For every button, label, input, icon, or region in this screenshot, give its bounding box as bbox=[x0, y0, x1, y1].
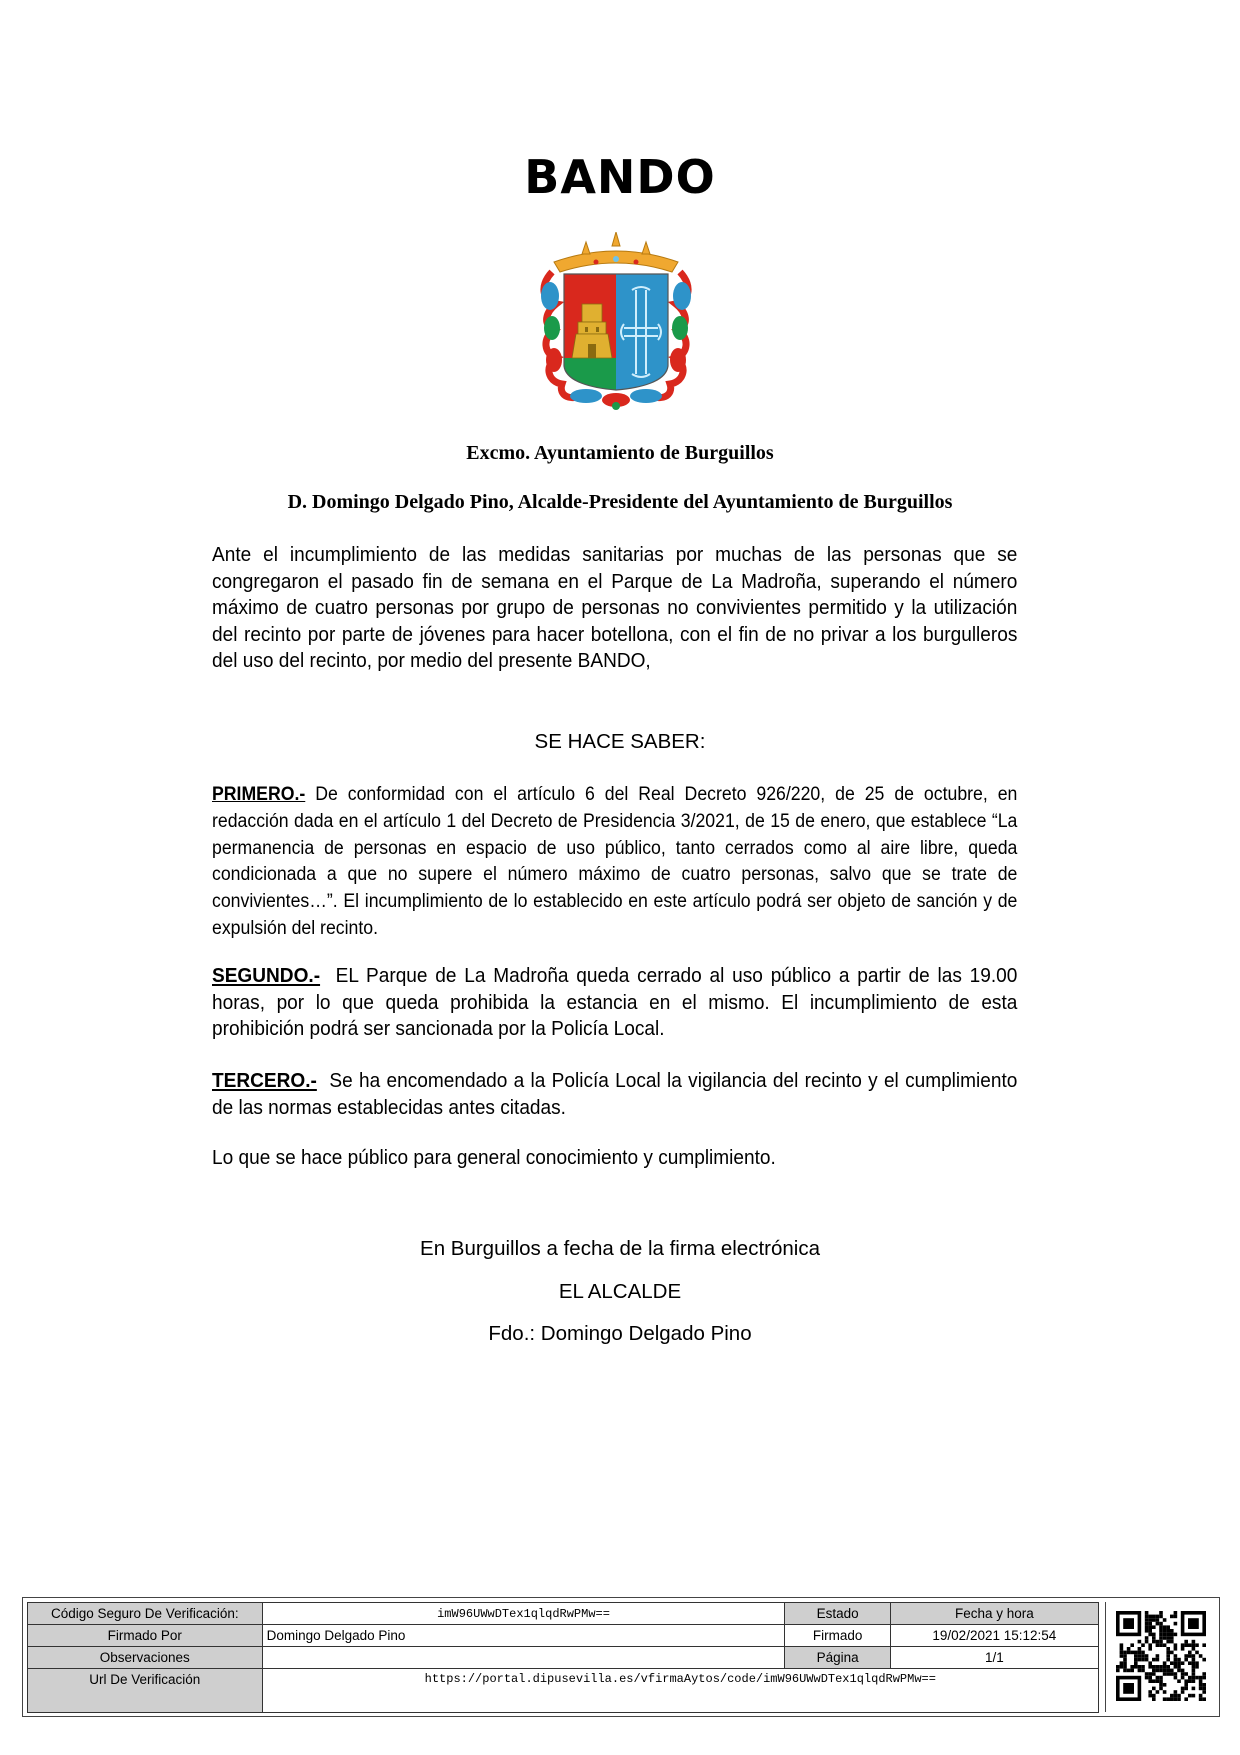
qr-module bbox=[1192, 1640, 1196, 1644]
qr-module bbox=[1127, 1647, 1131, 1651]
qr-module bbox=[1192, 1658, 1196, 1662]
qr-module bbox=[1138, 1651, 1142, 1655]
qr-module bbox=[1166, 1640, 1170, 1644]
qr-module bbox=[1152, 1636, 1156, 1640]
qr-module bbox=[1141, 1651, 1145, 1655]
qr-module bbox=[1156, 1643, 1160, 1647]
qr-module bbox=[1166, 1697, 1170, 1701]
qr-module bbox=[1130, 1665, 1134, 1669]
qr-module bbox=[1145, 1676, 1149, 1680]
article-label: PRIMERO.- bbox=[212, 784, 306, 805]
qr-module bbox=[1181, 1669, 1185, 1673]
qr-module bbox=[1174, 1697, 1178, 1701]
url-label: Url De Verificación bbox=[28, 1669, 263, 1713]
verification-table bbox=[27, 1602, 1099, 1713]
qr-module bbox=[1123, 1651, 1127, 1655]
qr-module bbox=[1174, 1690, 1178, 1694]
datetime-label: Fecha y hora bbox=[890, 1603, 1098, 1625]
qr-module bbox=[1159, 1640, 1163, 1644]
qr-module bbox=[1123, 1658, 1127, 1662]
qr-module bbox=[1199, 1687, 1203, 1691]
qr-module bbox=[1188, 1661, 1192, 1665]
organization-name: Excmo. Ayuntamiento de Burguillos bbox=[466, 442, 774, 464]
qr-module bbox=[1174, 1672, 1178, 1676]
qr-module bbox=[1120, 1661, 1124, 1665]
qr-module bbox=[1123, 1665, 1127, 1669]
qr-module bbox=[1152, 1672, 1156, 1676]
shield-icon bbox=[564, 274, 668, 390]
qr-module bbox=[1148, 1643, 1152, 1647]
qr-module bbox=[1116, 1669, 1120, 1673]
qr-module bbox=[1148, 1633, 1152, 1637]
qr-module bbox=[1159, 1676, 1163, 1680]
qr-module bbox=[1156, 1640, 1160, 1644]
qr-module bbox=[1145, 1640, 1149, 1644]
qr-module bbox=[1159, 1669, 1163, 1673]
qr-module bbox=[1174, 1643, 1178, 1647]
qr-module bbox=[1177, 1679, 1181, 1683]
qr-module bbox=[1141, 1665, 1145, 1669]
qr-module bbox=[1174, 1661, 1178, 1665]
qr-module bbox=[1177, 1697, 1181, 1701]
qr-module bbox=[1174, 1633, 1178, 1637]
qr-module bbox=[1148, 1622, 1152, 1626]
qr-module bbox=[1202, 1690, 1206, 1694]
qr-module bbox=[1184, 1643, 1188, 1647]
qr-module bbox=[1138, 1647, 1142, 1651]
page-label: Página bbox=[785, 1647, 890, 1669]
qr-module bbox=[1152, 1679, 1156, 1683]
qr-module bbox=[1120, 1651, 1124, 1655]
qr-module bbox=[1156, 1654, 1160, 1658]
qr-module bbox=[1170, 1694, 1174, 1698]
coat-of-arms-icon bbox=[538, 232, 694, 410]
qr-module bbox=[1148, 1647, 1152, 1651]
qr-module bbox=[1120, 1665, 1124, 1669]
qr-module bbox=[1138, 1654, 1142, 1658]
qr-module bbox=[1134, 1658, 1138, 1662]
code-label: Código Seguro De Verificación: bbox=[28, 1603, 263, 1625]
qr-module bbox=[1177, 1694, 1181, 1698]
qr-module bbox=[1174, 1611, 1178, 1615]
qr-module bbox=[1145, 1654, 1149, 1658]
qr-module bbox=[1145, 1622, 1149, 1626]
qr-module bbox=[1163, 1636, 1167, 1640]
qr-module bbox=[1156, 1665, 1160, 1669]
signed-by-value: Domingo Delgado Pino bbox=[262, 1625, 785, 1647]
qr-module bbox=[1174, 1622, 1178, 1626]
qr-module bbox=[1188, 1651, 1192, 1655]
qr-module bbox=[1138, 1640, 1142, 1644]
crown-icon bbox=[554, 232, 678, 272]
signature-place-date: En Burguillos a fecha de la firma electrónica bbox=[420, 1237, 820, 1260]
qr-module bbox=[1138, 1669, 1142, 1673]
qr-module bbox=[1156, 1679, 1160, 1683]
qr-module bbox=[1152, 1625, 1156, 1629]
intro-paragraph: Ante el incumplimiento de las medidas sanitarias por muchas de las personas que se congregaron el pasado fin de semana en el Parque de La Madroña, superando el número máximo de cuatro personas por grupo de personas no convivientes permitido y la utilización del recinto por parte de jóvenes para hacer botellona, con el fin de no privar a los burgulleros del uso del recinto, por medio del presente BANDO, bbox=[212, 543, 1018, 672]
qr-module bbox=[1163, 1672, 1167, 1676]
qr-module bbox=[1159, 1615, 1163, 1619]
qr-module bbox=[1156, 1615, 1160, 1619]
qr-module bbox=[1202, 1697, 1206, 1701]
qr-module bbox=[1184, 1672, 1188, 1676]
qr-module bbox=[1192, 1665, 1196, 1669]
qr-module bbox=[1192, 1643, 1196, 1647]
qr-module bbox=[1163, 1661, 1167, 1665]
qr-module bbox=[1188, 1643, 1192, 1647]
article-label: SEGUNDO.- bbox=[212, 964, 321, 987]
qr-module bbox=[1163, 1643, 1167, 1647]
qr-module bbox=[1141, 1643, 1145, 1647]
qr-module bbox=[1152, 1697, 1156, 1701]
qr-module bbox=[1156, 1669, 1160, 1673]
qr-module bbox=[1192, 1676, 1196, 1680]
qr-module bbox=[1166, 1651, 1170, 1655]
signed-by-label: Firmado Por bbox=[28, 1625, 263, 1647]
qr-module bbox=[1192, 1679, 1196, 1683]
qr-module bbox=[1152, 1633, 1156, 1637]
signature-role: EL ALCALDE bbox=[558, 1280, 682, 1303]
qr-module bbox=[1159, 1636, 1163, 1640]
qr-module bbox=[1170, 1633, 1174, 1637]
qr-module bbox=[1195, 1651, 1199, 1655]
article-primero bbox=[212, 782, 1017, 943]
code-value: imW96UWwDTex1qlqdRwPMw== bbox=[262, 1603, 785, 1625]
qr-module bbox=[1138, 1665, 1142, 1669]
qr-module bbox=[1145, 1658, 1149, 1662]
qr-finder-core bbox=[1123, 1618, 1134, 1629]
qr-module bbox=[1138, 1658, 1142, 1662]
qr-finder-core bbox=[1123, 1683, 1134, 1694]
qr-module bbox=[1148, 1661, 1152, 1665]
qr-module bbox=[1134, 1654, 1138, 1658]
qr-module bbox=[1159, 1629, 1163, 1633]
qr-module bbox=[1127, 1651, 1131, 1655]
qr-module bbox=[1170, 1629, 1174, 1633]
qr-module bbox=[1163, 1683, 1167, 1687]
qr-module bbox=[1159, 1683, 1163, 1687]
qr-module bbox=[1116, 1665, 1120, 1669]
qr-module bbox=[1141, 1658, 1145, 1662]
qr-module bbox=[1199, 1697, 1203, 1701]
qr-module bbox=[1177, 1665, 1181, 1669]
qr-module bbox=[1159, 1687, 1163, 1691]
verification-row-url bbox=[28, 1669, 1099, 1713]
qr-module bbox=[1127, 1669, 1131, 1673]
article-label: TERCERO.- bbox=[212, 1069, 317, 1092]
qr-module bbox=[1163, 1618, 1167, 1622]
page-value: 1/1 bbox=[890, 1647, 1098, 1669]
qr-module bbox=[1156, 1622, 1160, 1626]
qr-module bbox=[1166, 1654, 1170, 1658]
qr-module bbox=[1159, 1643, 1163, 1647]
article-tercero bbox=[212, 1068, 1023, 1121]
qr-module bbox=[1152, 1615, 1156, 1619]
qr-module bbox=[1192, 1654, 1196, 1658]
article-text: EL Parque de La Madroña queda cerrado al uso público a partir de las 19.00 horas, por lo que queda prohibida la estancia en el mismo. El incumplimiento de esta prohibición podrá ser sancionada por la Policía Local. bbox=[212, 964, 1023, 1040]
qr-module bbox=[1170, 1636, 1174, 1640]
observations-value bbox=[262, 1647, 785, 1669]
qr-module bbox=[1192, 1672, 1196, 1676]
qr-module bbox=[1148, 1690, 1152, 1694]
qr-module bbox=[1120, 1647, 1124, 1651]
qr-module bbox=[1199, 1679, 1203, 1683]
qr-module bbox=[1130, 1643, 1134, 1647]
qr-module bbox=[1188, 1679, 1192, 1683]
verification-panel bbox=[22, 1597, 1220, 1717]
verification-row-signer bbox=[28, 1625, 1099, 1647]
qr-module bbox=[1152, 1665, 1156, 1669]
qr-module bbox=[1202, 1672, 1206, 1676]
verification-row-observations bbox=[28, 1647, 1099, 1669]
qr-module bbox=[1156, 1658, 1160, 1662]
qr-module bbox=[1170, 1640, 1174, 1644]
qr-module bbox=[1174, 1647, 1178, 1651]
qr-module bbox=[1163, 1629, 1167, 1633]
qr-module bbox=[1202, 1676, 1206, 1680]
issuer-line: D. Domingo Delgado Pino, Alcalde-Presidente del Ayuntamiento de Burguillos bbox=[287, 491, 953, 513]
qr-module bbox=[1145, 1611, 1149, 1615]
qr-module bbox=[1156, 1618, 1160, 1622]
qr-module bbox=[1152, 1694, 1156, 1698]
qr-module bbox=[1199, 1676, 1203, 1680]
qr-module bbox=[1159, 1633, 1163, 1637]
qr-module bbox=[1170, 1661, 1174, 1665]
qr-module bbox=[1174, 1676, 1178, 1680]
qr-module bbox=[1148, 1618, 1152, 1622]
qr-module bbox=[1166, 1658, 1170, 1662]
qr-code-container bbox=[1105, 1602, 1218, 1712]
qr-module bbox=[1181, 1647, 1185, 1651]
qr-module bbox=[1148, 1676, 1152, 1680]
qr-module bbox=[1177, 1661, 1181, 1665]
qr-module bbox=[1202, 1683, 1206, 1687]
article-text: Se ha encomendado a la Policía Local la vigilancia del recinto y el cumplimiento de las normas establecidas antes citadas. bbox=[212, 1069, 1023, 1119]
qr-module bbox=[1184, 1697, 1188, 1701]
qr-module bbox=[1174, 1694, 1178, 1698]
qr-module bbox=[1192, 1647, 1196, 1651]
qr-module bbox=[1152, 1640, 1156, 1644]
qr-module bbox=[1166, 1647, 1170, 1651]
qr-module bbox=[1199, 1694, 1203, 1698]
qr-module bbox=[1166, 1665, 1170, 1669]
qr-module bbox=[1145, 1672, 1149, 1676]
article-segundo bbox=[212, 963, 1023, 1043]
qr-module bbox=[1188, 1654, 1192, 1658]
qr-module bbox=[1159, 1611, 1163, 1615]
observations-label: Observaciones bbox=[28, 1647, 263, 1669]
qr-module bbox=[1184, 1654, 1188, 1658]
qr-module bbox=[1148, 1679, 1152, 1683]
qr-module bbox=[1181, 1690, 1185, 1694]
qr-module bbox=[1174, 1665, 1178, 1669]
qr-module bbox=[1120, 1643, 1124, 1647]
qr-module bbox=[1152, 1618, 1156, 1622]
qr-module bbox=[1170, 1615, 1174, 1619]
url-value[interactable]: https://portal.dipusevilla.es/vfirmaAytos/code/imW96UWwDTex1qlqdRwPMw== bbox=[262, 1669, 1098, 1713]
qr-finder-core bbox=[1188, 1618, 1199, 1629]
qr-module bbox=[1184, 1640, 1188, 1644]
qr-module bbox=[1202, 1658, 1206, 1662]
document-title: BANDO bbox=[524, 150, 716, 204]
qr-module bbox=[1145, 1636, 1149, 1640]
qr-module bbox=[1181, 1676, 1185, 1680]
qr-module bbox=[1163, 1697, 1167, 1701]
qr-module bbox=[1148, 1629, 1152, 1633]
qr-module bbox=[1184, 1658, 1188, 1662]
qr-module bbox=[1181, 1661, 1185, 1665]
qr-module bbox=[1134, 1661, 1138, 1665]
qr-module bbox=[1148, 1694, 1152, 1698]
verification-row-code bbox=[28, 1603, 1099, 1625]
qr-module bbox=[1148, 1672, 1152, 1676]
qr-module bbox=[1120, 1654, 1124, 1658]
qr-code-icon bbox=[1116, 1611, 1206, 1701]
qr-module bbox=[1123, 1669, 1127, 1673]
qr-module bbox=[1192, 1687, 1196, 1691]
qr-module bbox=[1130, 1669, 1134, 1673]
qr-module bbox=[1166, 1669, 1170, 1673]
qr-module bbox=[1163, 1669, 1167, 1673]
qr-module bbox=[1163, 1665, 1167, 1669]
qr-module bbox=[1166, 1672, 1170, 1676]
qr-module bbox=[1166, 1633, 1170, 1637]
qr-module bbox=[1166, 1629, 1170, 1633]
qr-module bbox=[1134, 1651, 1138, 1655]
qr-module bbox=[1163, 1625, 1167, 1629]
qr-module bbox=[1184, 1679, 1188, 1683]
datetime-value: 19/02/2021 15:12:54 bbox=[890, 1625, 1098, 1647]
qr-module bbox=[1192, 1669, 1196, 1673]
qr-module bbox=[1199, 1683, 1203, 1687]
qr-module bbox=[1148, 1625, 1152, 1629]
qr-module bbox=[1123, 1661, 1127, 1665]
qr-module bbox=[1152, 1687, 1156, 1691]
qr-module bbox=[1152, 1669, 1156, 1673]
qr-module bbox=[1141, 1654, 1145, 1658]
qr-module bbox=[1163, 1633, 1167, 1637]
qr-module bbox=[1123, 1654, 1127, 1658]
qr-module bbox=[1134, 1665, 1138, 1669]
qr-module bbox=[1145, 1625, 1149, 1629]
qr-module bbox=[1177, 1669, 1181, 1673]
qr-module bbox=[1159, 1679, 1163, 1683]
qr-module bbox=[1177, 1658, 1181, 1662]
closing-paragraph: Lo que se hace público para general conocimiento y cumplimiento. bbox=[212, 1146, 776, 1169]
qr-module bbox=[1170, 1669, 1174, 1673]
qr-module bbox=[1199, 1654, 1203, 1658]
qr-module bbox=[1192, 1694, 1196, 1698]
qr-module bbox=[1159, 1622, 1163, 1626]
qr-module bbox=[1170, 1697, 1174, 1701]
qr-module bbox=[1181, 1643, 1185, 1647]
qr-module bbox=[1166, 1636, 1170, 1640]
announcement-heading: SE HACE SABER: bbox=[534, 730, 706, 753]
qr-module bbox=[1159, 1625, 1163, 1629]
qr-module bbox=[1174, 1658, 1178, 1662]
qr-module bbox=[1141, 1669, 1145, 1673]
qr-module bbox=[1195, 1661, 1199, 1665]
status-label: Estado bbox=[785, 1603, 890, 1625]
qr-module bbox=[1181, 1687, 1185, 1691]
qr-module bbox=[1130, 1651, 1134, 1655]
qr-module bbox=[1148, 1665, 1152, 1669]
qr-module bbox=[1148, 1615, 1152, 1619]
qr-module bbox=[1192, 1661, 1196, 1665]
signature-name: Fdo.: Domingo Delgado Pino bbox=[488, 1322, 752, 1345]
qr-module bbox=[1170, 1651, 1174, 1655]
status-value: Firmado bbox=[785, 1625, 890, 1647]
qr-module bbox=[1195, 1665, 1199, 1669]
qr-module bbox=[1202, 1687, 1206, 1691]
qr-module bbox=[1145, 1615, 1149, 1619]
qr-module bbox=[1163, 1690, 1167, 1694]
qr-module bbox=[1195, 1676, 1199, 1680]
qr-module bbox=[1145, 1618, 1149, 1622]
qr-module bbox=[1181, 1672, 1185, 1676]
qr-module bbox=[1156, 1690, 1160, 1694]
qr-module bbox=[1202, 1643, 1206, 1647]
qr-module bbox=[1152, 1658, 1156, 1662]
article-text: De conformidad con el artículo 6 del Real Decreto 926/220, de 25 de octubre, en redacción dada en el artículo 1 del Decreto de Presidencia 3/2021, de 15 de enero, que establece “La permanencia de personas en espacio de uso público, tanto cerrados como al aire libre, queda condicionada a que no supere el número máximo de cuatro personas, salvo que se trate de convivientes…”. El incumplimiento de lo establecido en este artículo podrá ser objeto de sanción y de expulsión del recinto. bbox=[212, 784, 1018, 939]
qr-module bbox=[1166, 1625, 1170, 1629]
qr-module bbox=[1184, 1687, 1188, 1691]
qr-module bbox=[1145, 1629, 1149, 1633]
qr-module bbox=[1188, 1694, 1192, 1698]
qr-module bbox=[1174, 1654, 1178, 1658]
qr-module bbox=[1195, 1643, 1199, 1647]
qr-module bbox=[1170, 1672, 1174, 1676]
qr-module bbox=[1184, 1683, 1188, 1687]
qr-module bbox=[1159, 1665, 1163, 1669]
qr-module bbox=[1156, 1676, 1160, 1680]
qr-module bbox=[1188, 1676, 1192, 1680]
qr-module bbox=[1174, 1615, 1178, 1619]
